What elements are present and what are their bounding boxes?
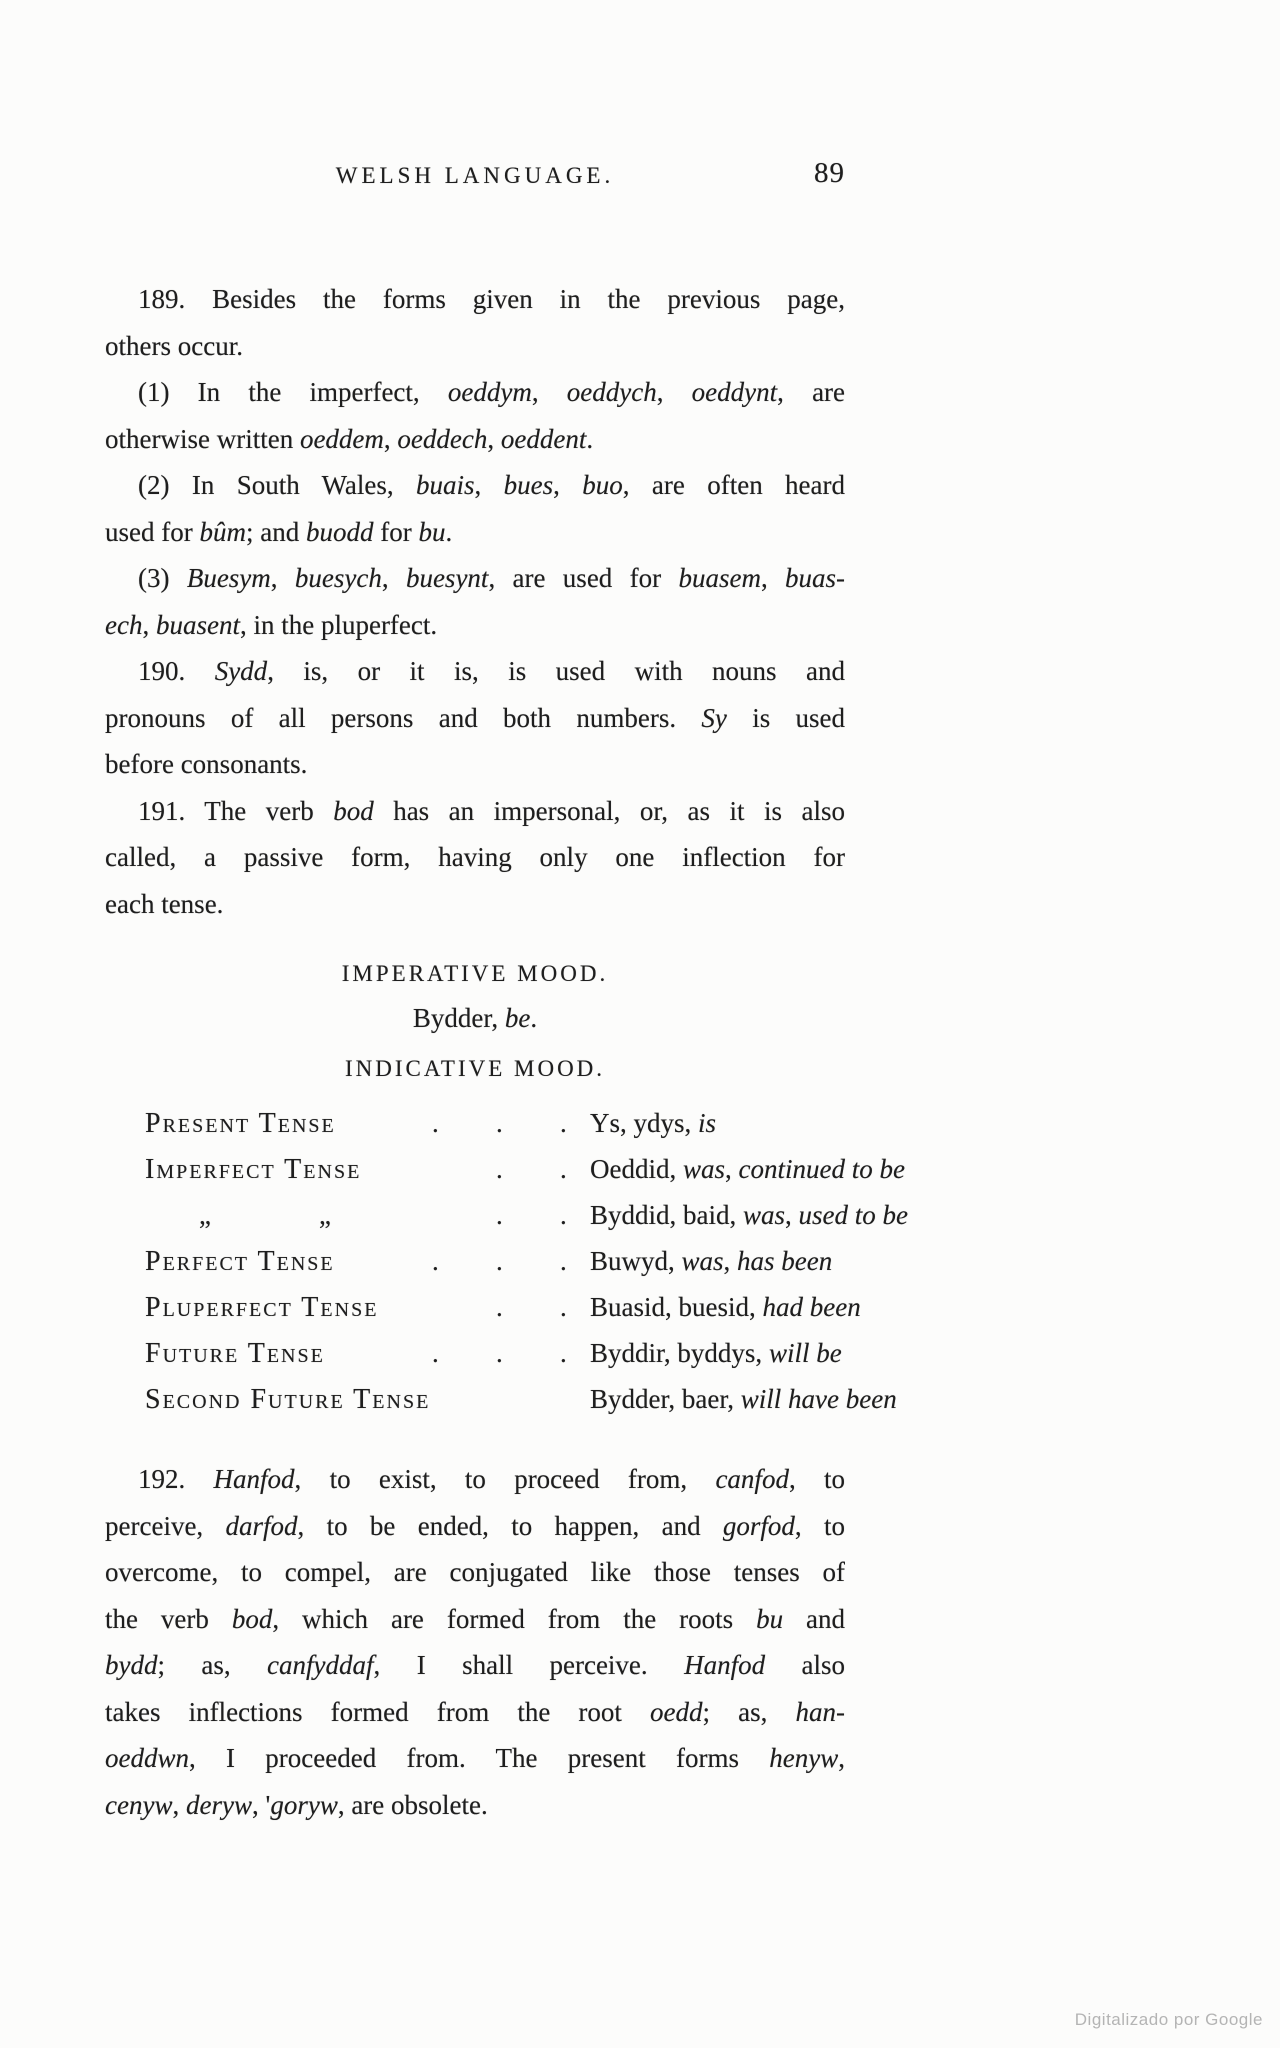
text-run: , xyxy=(723,1246,738,1276)
text-run: , to exist, to proceed from, xyxy=(294,1464,716,1494)
tense-value xyxy=(590,1146,905,1192)
text-run: ; as, xyxy=(157,1650,268,1680)
italic-text: buodd xyxy=(305,516,374,547)
text-run: , to xyxy=(794,1510,845,1541)
text-line xyxy=(105,1549,845,1596)
italic-text: used to be xyxy=(798,1200,909,1230)
text-line xyxy=(105,881,845,928)
indicative-mood-heading: INDICATIVE MOOD. xyxy=(344,1056,606,1081)
italic-text: bydd xyxy=(105,1650,158,1680)
tense-row xyxy=(105,1284,861,1330)
text-run: before consonants. xyxy=(105,749,308,779)
ditto-marks: „ „ xyxy=(145,1200,331,1230)
leader-dot: . xyxy=(432,1108,439,1138)
text-run: Buasid, buesid, xyxy=(590,1292,763,1322)
text-line xyxy=(105,509,845,556)
text-run: , xyxy=(531,377,567,407)
imperative-form-line xyxy=(105,995,845,1042)
text-run: , xyxy=(760,563,786,593)
italic-text: continued to be xyxy=(738,1154,905,1184)
text-run: otherwise written xyxy=(105,423,300,454)
leader-dot: . xyxy=(432,1338,439,1368)
italic-text: oeddynt xyxy=(691,377,778,407)
leader-dot: . xyxy=(496,1338,503,1368)
tense-row xyxy=(105,1330,845,1376)
text-run: 192. xyxy=(138,1464,214,1494)
italic-text: bod xyxy=(333,795,374,826)
italic-text: han- xyxy=(795,1696,845,1727)
text-run: , xyxy=(656,377,692,407)
text-run: called, a passive form, having only one inflection for xyxy=(105,842,845,872)
text-line xyxy=(105,602,845,649)
paragraph-191 xyxy=(105,788,845,928)
text-run: Bydder, baer, xyxy=(590,1384,741,1414)
italic-text: buo xyxy=(582,470,623,500)
leader-dot: . xyxy=(496,1292,503,1322)
text-line xyxy=(105,1642,845,1689)
leader-dot: . xyxy=(560,1246,567,1276)
italic-text: will be xyxy=(768,1338,842,1368)
tense-label: Perfect Tense xyxy=(145,1246,335,1277)
text-run: , xyxy=(270,563,295,593)
text-run: 191. The verb xyxy=(138,795,334,826)
text-run: , are used for xyxy=(488,563,679,593)
italic-text: darfod xyxy=(225,1510,298,1541)
text-run: , in the pluperfect. xyxy=(239,609,438,640)
italic-text: bûm xyxy=(199,516,246,547)
italic-text: Hanfod xyxy=(684,1650,766,1680)
italic-text: goryw xyxy=(270,1789,338,1820)
text-run: overcome, to compel, are conjugated like those tenses of xyxy=(105,1557,845,1587)
text-run: , xyxy=(838,1743,845,1773)
text-run: (1) In the imperfect, xyxy=(138,377,448,407)
italic-text: henyw xyxy=(769,1743,839,1773)
text-run: . xyxy=(530,1003,538,1033)
text-run: each tense. xyxy=(105,888,224,919)
google-watermark: Digitalizado por Google xyxy=(1074,2010,1263,2029)
text-run: , xyxy=(172,1789,186,1820)
text-run: Byddid, baid, xyxy=(590,1200,743,1230)
italic-text: oeddem xyxy=(299,423,384,454)
text-line xyxy=(105,1596,845,1643)
italic-text: was xyxy=(681,1246,724,1276)
italic-text: is xyxy=(698,1108,717,1138)
italic-text: buas- xyxy=(785,563,845,593)
leader-dot: . xyxy=(432,1246,439,1276)
text-run: ; as, xyxy=(702,1696,796,1727)
text-run: , xyxy=(725,1154,739,1184)
text-run: , xyxy=(142,609,156,640)
leader-dot: . xyxy=(560,1338,567,1368)
paragraph-note-2 xyxy=(105,462,845,555)
running-header-title: WELSH LANGUAGE. xyxy=(335,163,615,188)
text-run: , xyxy=(785,1200,799,1230)
tense-row xyxy=(105,1238,845,1284)
text-line xyxy=(105,369,845,416)
text-line xyxy=(105,788,845,835)
tense-label: Present Tense xyxy=(145,1108,336,1139)
text-line xyxy=(105,741,845,788)
tense-row xyxy=(105,1100,845,1146)
text-line xyxy=(105,323,845,370)
italic-text: Buesym xyxy=(186,563,271,593)
leader-dot: . xyxy=(560,1108,567,1138)
tense-value xyxy=(590,1192,908,1238)
tense-value xyxy=(590,1284,861,1330)
text-run: , to be ended, to happen, and xyxy=(297,1510,723,1541)
leader-dot: . xyxy=(496,1154,503,1184)
italic-text: canfod xyxy=(715,1464,789,1494)
paragraph-note-3 xyxy=(105,555,845,648)
text-line xyxy=(105,695,845,742)
leader-dot: . xyxy=(560,1154,567,1184)
text-run: ; and xyxy=(245,516,306,547)
text-run: Bydder, xyxy=(412,1003,505,1033)
paragraph-192 xyxy=(105,1456,845,1828)
text-run: Buwyd, xyxy=(590,1246,682,1276)
italic-text: buesynt xyxy=(405,563,489,593)
tense-label: Imperfect Tense xyxy=(145,1154,362,1185)
tense-value xyxy=(590,1330,842,1376)
italic-text: had been xyxy=(762,1292,861,1322)
text-run: Oeddid, xyxy=(590,1154,683,1184)
text-run: , ' xyxy=(251,1789,271,1820)
paragraph-190 xyxy=(105,648,845,788)
italic-text: buesych xyxy=(294,563,382,593)
text-run: , xyxy=(474,470,504,500)
italic-text: has been xyxy=(737,1246,833,1276)
tense-label: Second Future Tense xyxy=(145,1384,431,1415)
text-line xyxy=(105,462,845,509)
tense-value xyxy=(590,1100,716,1146)
italic-text: Sydd xyxy=(214,656,268,686)
tense-row xyxy=(105,1192,909,1238)
italic-text: buais xyxy=(416,470,475,500)
paragraph-189 xyxy=(105,276,845,369)
italic-text: ech xyxy=(105,609,143,640)
italic-text: be xyxy=(504,1003,531,1033)
text-line xyxy=(105,416,845,463)
text-run: for xyxy=(373,516,419,547)
tense-table xyxy=(105,1100,909,1422)
italic-text: oeddwn xyxy=(105,1743,189,1773)
tense-value xyxy=(590,1238,832,1284)
italic-text: bu xyxy=(756,1603,784,1634)
imperative-mood-heading: IMPERATIVE MOOD. xyxy=(341,961,609,986)
text-run: Byddir, byddys, xyxy=(590,1338,769,1368)
leader-dot: . xyxy=(496,1200,503,1230)
italic-text: oeddech xyxy=(397,423,488,454)
text-run: , I shall perceive. xyxy=(373,1650,685,1680)
italic-text: oedd xyxy=(650,1696,703,1727)
text-line xyxy=(105,1735,845,1782)
text-line xyxy=(105,1782,845,1829)
text-line xyxy=(105,555,845,602)
italic-text: bu xyxy=(418,516,446,547)
text-run: , xyxy=(487,423,501,454)
text-run: , which are formed from the roots xyxy=(272,1603,757,1634)
italic-text: cenyw xyxy=(105,1789,173,1820)
italic-text: gorfod xyxy=(722,1510,795,1541)
text-run: and xyxy=(783,1603,845,1634)
italic-text: oeddent xyxy=(500,423,587,454)
text-run: , xyxy=(553,470,583,500)
italic-text: will have been xyxy=(740,1384,897,1414)
tense-row xyxy=(105,1376,897,1422)
italic-text: Hanfod xyxy=(213,1464,295,1494)
text-run: used for xyxy=(105,516,200,547)
italic-text: oeddym xyxy=(447,377,532,407)
text-line xyxy=(105,648,845,695)
text-line xyxy=(105,1503,845,1550)
italic-text: canfyddaf xyxy=(267,1650,374,1680)
text-run: . xyxy=(445,516,453,547)
text-line xyxy=(105,834,845,881)
leader-dot: . xyxy=(496,1108,503,1138)
italic-text: buasent xyxy=(155,609,240,640)
text-run: , are xyxy=(777,377,845,407)
tense-row xyxy=(105,1146,905,1192)
text-line xyxy=(105,1456,845,1503)
text-run: also xyxy=(765,1650,845,1680)
text-run: is used xyxy=(726,702,845,733)
text-run: the verb xyxy=(105,1603,232,1634)
text-run: takes inflections formed from the root xyxy=(105,1696,651,1727)
text-run: has an impersonal, or, as it is also xyxy=(373,795,845,826)
text-run: , are obsolete. xyxy=(337,1789,488,1820)
tense-label: Future Tense xyxy=(145,1338,325,1369)
text-run: , xyxy=(383,423,398,454)
italic-text: bues xyxy=(503,470,554,500)
paragraph-note-1 xyxy=(105,369,845,462)
text-run: pronouns of all persons and both numbers. xyxy=(105,702,702,733)
text-run: , is, or it is, is used with nouns and xyxy=(267,656,845,686)
text-run: , I proceeded from. The present forms xyxy=(189,1743,770,1773)
italic-text: buasem xyxy=(678,563,761,593)
text-run: (3) xyxy=(138,563,187,593)
leader-dot: . xyxy=(560,1200,567,1230)
text-run: (2) In South Wales, xyxy=(138,470,417,500)
tense-value xyxy=(590,1376,897,1422)
text-run: , to xyxy=(788,1464,845,1494)
text-line xyxy=(105,276,845,323)
text-run: 190. xyxy=(138,656,215,686)
page-number: 89 xyxy=(814,157,845,189)
text-run: perceive, xyxy=(105,1510,226,1541)
text-run: Ys, ydys, xyxy=(590,1108,699,1138)
text-run: , are often heard xyxy=(622,470,845,500)
leader-dot: . xyxy=(496,1246,503,1276)
text-run: , xyxy=(381,563,406,593)
text-line xyxy=(105,1689,845,1736)
italic-text: deryw xyxy=(185,1789,252,1820)
text-run: 189. Besides the forms given in the previous page, xyxy=(138,284,845,314)
text-run: others occur. xyxy=(105,330,243,361)
text-column xyxy=(105,276,909,1828)
italic-text: was xyxy=(682,1154,726,1184)
italic-text: oeddych xyxy=(566,377,657,407)
italic-text: bod xyxy=(231,1603,273,1634)
leader-dot: . xyxy=(560,1292,567,1322)
italic-text: was xyxy=(743,1200,786,1230)
tense-label: Pluperfect Tense xyxy=(145,1292,379,1323)
italic-text: Sy xyxy=(701,702,727,733)
text-run: . xyxy=(586,423,594,454)
